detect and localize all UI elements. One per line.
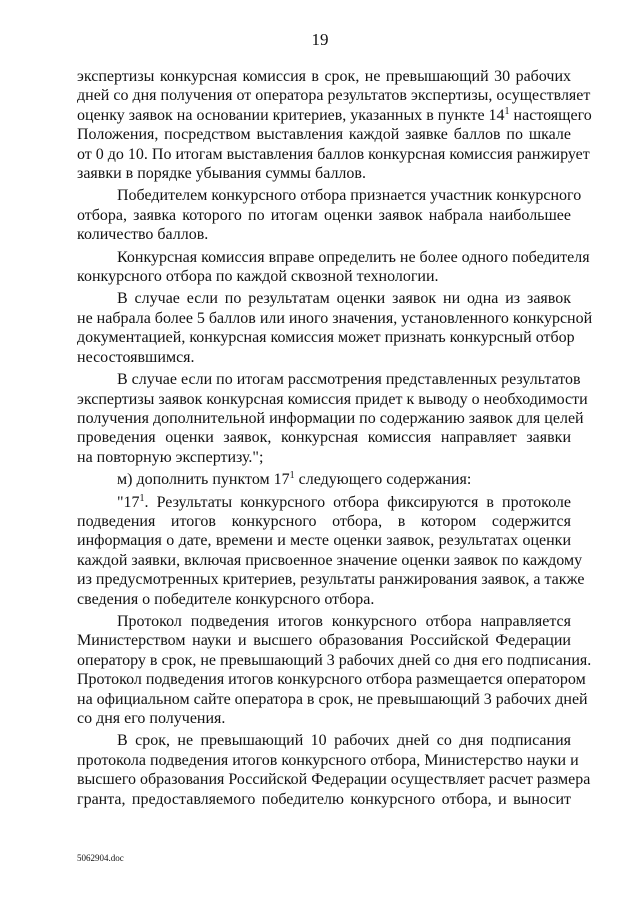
text-line: В случае если по результатам оценки заявок ни одна из заявок: [117, 290, 571, 308]
paragraph: [77, 67, 592, 183]
text-line: получения дополнительной информации по содержанию заявок для целей: [77, 409, 584, 427]
text-line: оценку заявок на основании критериев, указанных в пункте $14^1$ настоящего: [77, 105, 592, 124]
paragraph: [77, 370, 588, 467]
text-line: на официальном сайте оператора в срок, не превышающий 3 рабочих дней: [77, 690, 588, 708]
text-line: документацией, конкурсная комиссия может признать конкурсный отбор: [77, 329, 575, 347]
text-line: каждой заявки, включая присвоенное значение оценки заявок по каждому: [77, 551, 583, 569]
text-line: экспертизы конкурсная комиссия в срок, не превышающий 30 рабочих: [77, 68, 571, 85]
text-line: подведения итогов конкурсного отбора, в котором содержится: [77, 512, 571, 530]
text-line: оператору в срок, не превышающий 3 рабочих дней со дня его подписания.: [77, 651, 592, 669]
text-line: Протокол подведения итогов конкурсного отбора размещается оператором: [77, 671, 586, 689]
text-line: заявки в порядке убывания суммы баллов.: [77, 165, 366, 183]
text-line: конкурсного отбора по каждой сквозной технологии.: [77, 268, 439, 286]
text-line: высшего образования Российской Федерации осуществляет расчет размера: [77, 771, 591, 789]
paragraph: [77, 248, 590, 287]
text-line: сведения о победителе конкурсного отбора.: [77, 590, 375, 608]
text-line: м) дополнить пунктом $17^1$ следующего содержания:: [117, 470, 472, 489]
text-line: гранта, предоставляемого победителю конкурсного отбора, и выносит: [77, 790, 571, 808]
text-line: от 0 до 10. По итогам выставления баллов конкурсная комиссия ранжирует: [77, 145, 590, 163]
text-line: В срок, не превышающий 10 рабочих дней со дня подписания: [117, 732, 571, 750]
text-line: несостоявшимся.: [77, 348, 195, 366]
paragraph: [77, 289, 593, 367]
text-line: В случае если по итогам рассмотрения представленных результатов: [117, 371, 581, 389]
paragraph: [77, 612, 592, 728]
file-name-footer: 5062904.doc: [77, 853, 124, 863]
text-line: из предусмотренных критериев, результаты ранжирования заявок, а также: [77, 571, 585, 589]
text-line: на повторную экспертизу.";: [77, 448, 264, 466]
paragraph: [77, 186, 582, 244]
page-number: 19: [311, 30, 329, 49]
text-line: не набрала более 5 баллов или иного значения, установленного конкурсной: [77, 309, 593, 327]
text-line: Министерством науки и высшего образования Российской Федерации: [77, 632, 571, 650]
text-line: Положения, посредством выставления каждой заявке баллов по шкале: [77, 126, 571, 144]
text-line: "$17^1$. Результаты конкурсного отбора фиксируются в протоколе: [117, 492, 571, 511]
paragraph: [77, 470, 571, 489]
text-line: Протокол подведения итогов конкурсного отбора направляется: [117, 612, 571, 630]
text-line: проведения оценки заявок, конкурсная комиссия направляет заявки: [77, 429, 571, 447]
document-body: [77, 67, 593, 812]
text-line: протокола подведения итогов конкурсного отбора, Министерство науки и: [77, 751, 579, 769]
text-line: со дня его получения.: [77, 710, 226, 727]
text-line: Победителем конкурсного отбора признается участник конкурсного: [117, 187, 582, 205]
text-line: отбора, заявка которого по итогам оценки заявок набрала наибольшее: [77, 206, 571, 224]
paragraph: [77, 731, 591, 809]
text-line: экспертизы заявок конкурсная комиссия придет к выводу о необходимости: [77, 390, 588, 408]
text-line: информация о дате, времени и месте оценки заявок, результатах оценки: [77, 532, 571, 550]
text-line: количество баллов.: [77, 226, 209, 244]
paragraph: [77, 492, 585, 609]
text-line: Конкурсная комиссия вправе определить не более одного победителя: [117, 248, 590, 266]
text-line: дней со дня получения от оператора результатов экспертизы, осуществляет: [77, 87, 591, 105]
